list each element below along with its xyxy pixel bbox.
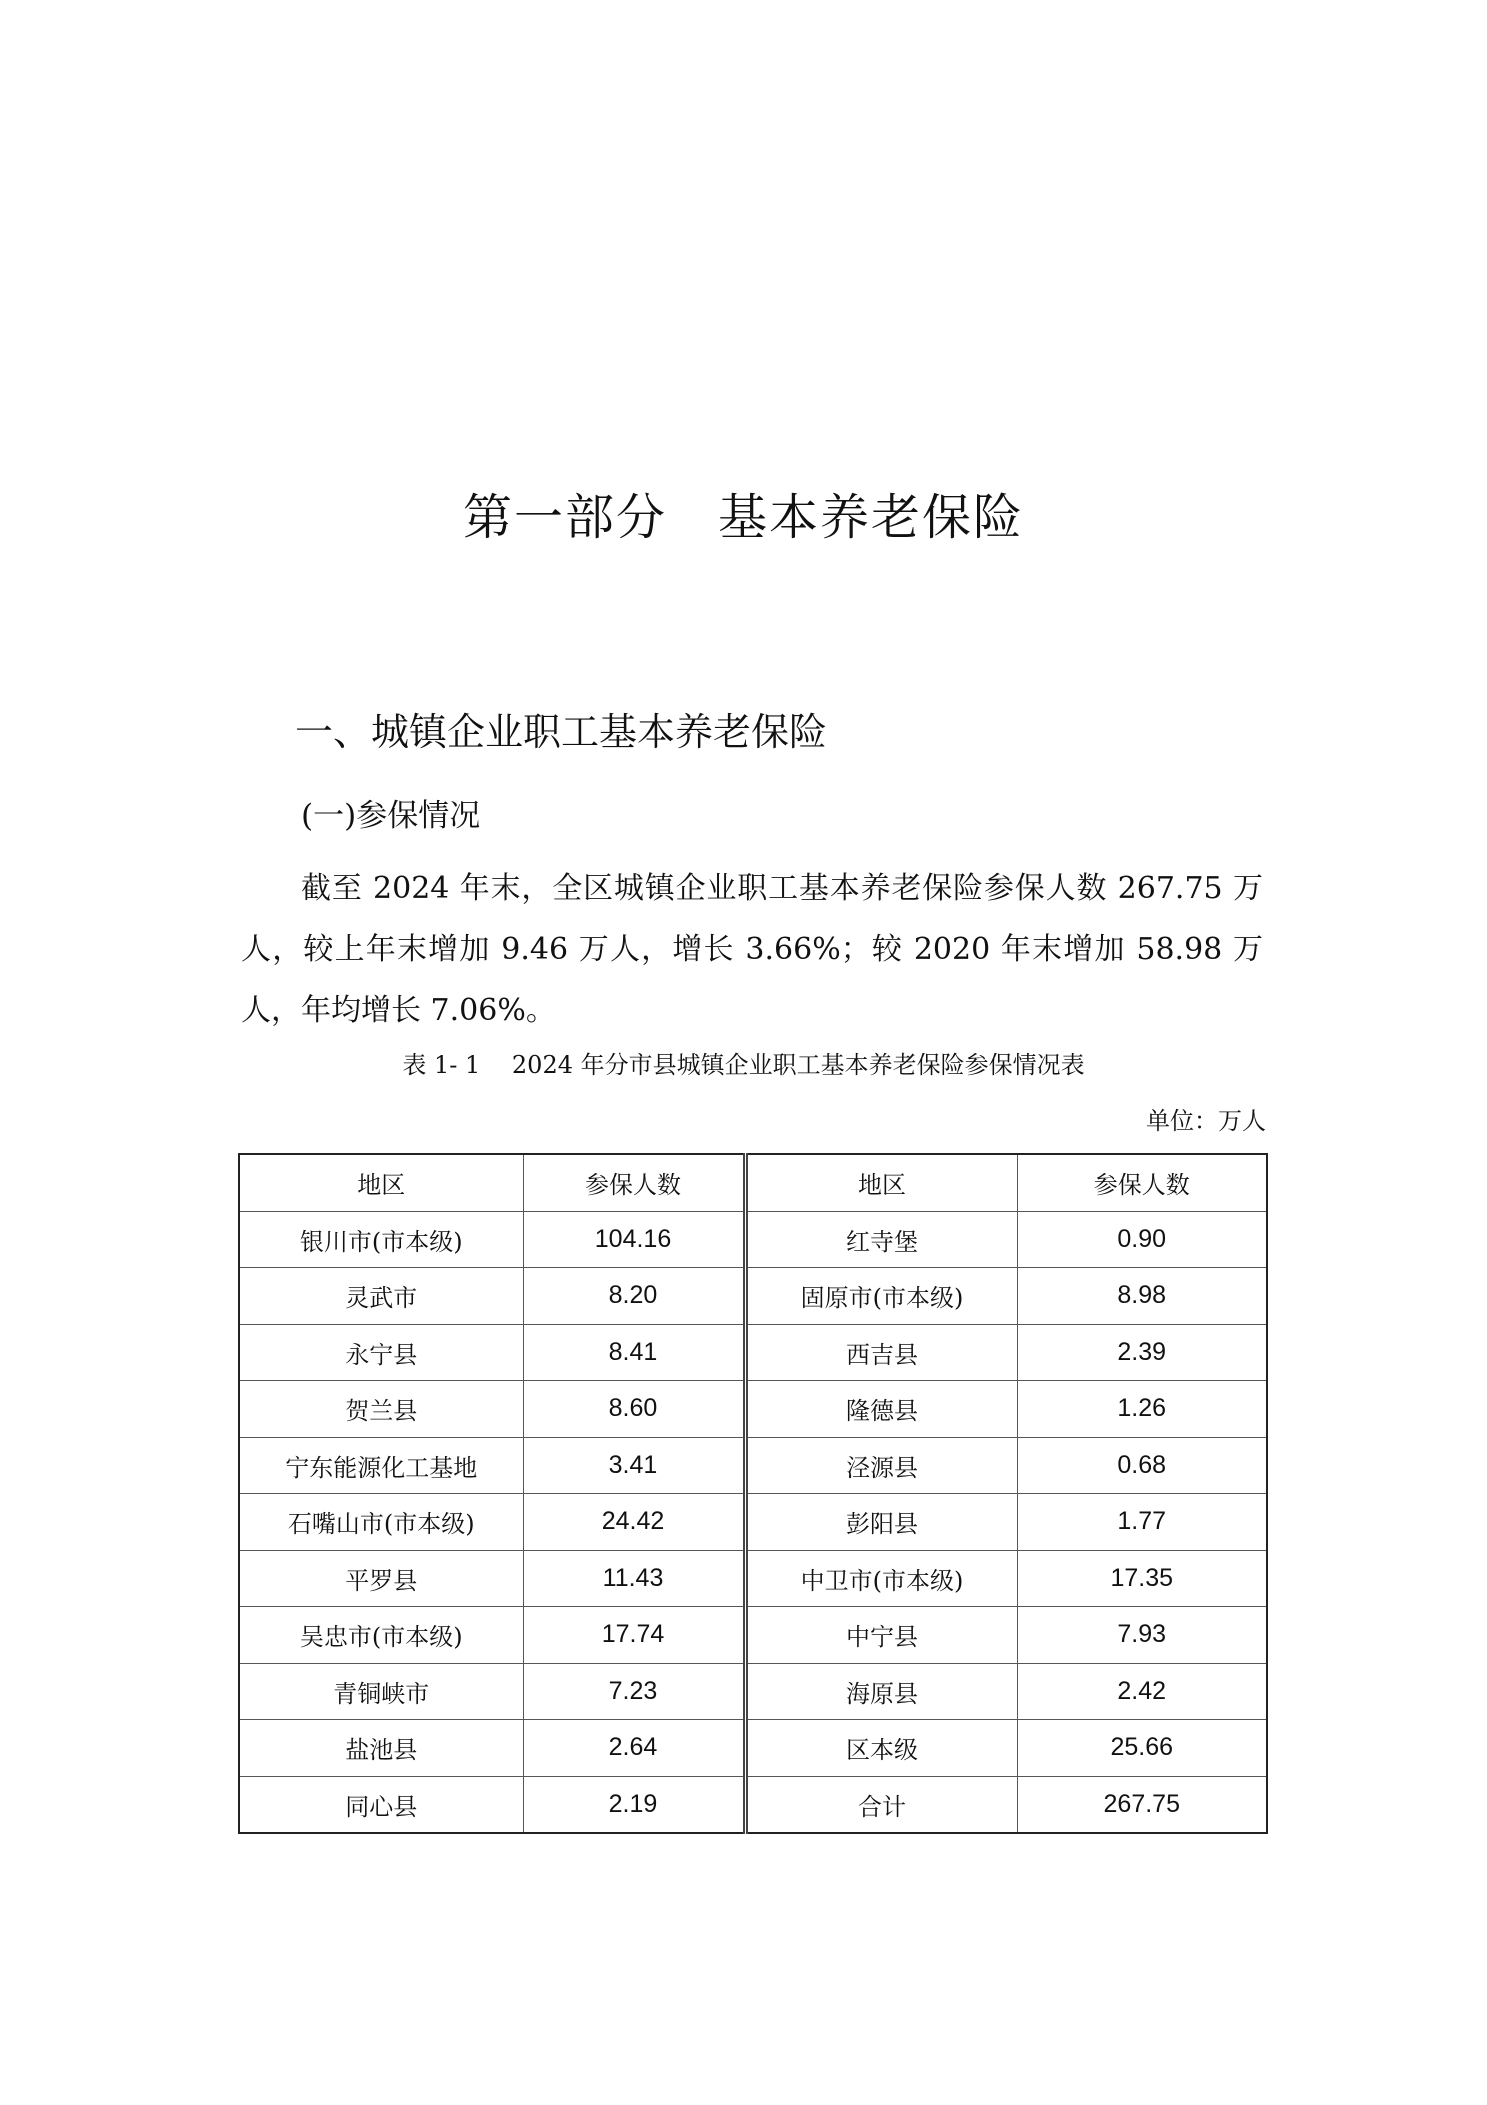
region-left-cell: 吴忠市(市本级) (239, 1607, 523, 1664)
region-right-cell: 泾源县 (745, 1437, 1017, 1494)
section-title: 一、城镇企业职工基本养老保险 (295, 710, 828, 754)
count-left-cell: 11.43 (523, 1550, 745, 1607)
region-left-cell: 青铜峡市 (239, 1663, 523, 1720)
subsection-title: (一)参保情况 (301, 798, 481, 834)
table-row (239, 1381, 1267, 1438)
summary-paragraph: 截至 2024 年末，全区城镇企业职工基本养老保险参保人数 267.75 万人，较上年末增加 9.46 万人，增长 3.66%；较 2020 年末增加 58.98 万人，年均增长 7.06%。 (241, 871, 1263, 1028)
table-body (239, 1211, 1267, 1833)
region-left-cell: 同心县 (239, 1776, 523, 1833)
region-left-cell: 银川市(市本级) (239, 1211, 523, 1268)
count-right-cell: 267.75 (1017, 1776, 1267, 1833)
count-left-cell: 24.42 (523, 1494, 745, 1551)
region-right-cell: 海原县 (745, 1663, 1017, 1720)
region-left-cell: 灵武市 (239, 1268, 523, 1325)
count-right-cell: 2.42 (1017, 1663, 1267, 1720)
count-left-cell: 7.23 (523, 1663, 745, 1720)
count-right-cell: 8.98 (1017, 1268, 1267, 1325)
region-left-cell: 贺兰县 (239, 1381, 523, 1438)
table-row (239, 1211, 1267, 1268)
count-right-cell: 0.68 (1017, 1437, 1267, 1494)
table-row (239, 1607, 1267, 1664)
region-right-cell: 合计 (745, 1776, 1017, 1833)
table-header-row (239, 1154, 1267, 1211)
header-count-right: 参保人数 (1017, 1154, 1267, 1211)
count-left-cell: 3.41 (523, 1437, 745, 1494)
table-row (239, 1437, 1267, 1494)
count-left-cell: 8.41 (523, 1324, 745, 1381)
region-right-cell: 区本级 (745, 1720, 1017, 1777)
table-row (239, 1663, 1267, 1720)
region-left-cell: 盐池县 (239, 1720, 523, 1777)
table-row (239, 1720, 1267, 1777)
count-right-cell: 0.90 (1017, 1211, 1267, 1268)
count-right-cell: 1.77 (1017, 1494, 1267, 1551)
region-right-cell: 隆德县 (745, 1381, 1017, 1438)
count-left-cell: 17.74 (523, 1607, 745, 1664)
table-row (239, 1494, 1267, 1551)
part-title: 第一部分 基本养老保险 (462, 489, 1024, 546)
count-left-cell: 8.60 (523, 1381, 745, 1438)
count-right-cell: 25.66 (1017, 1720, 1267, 1777)
count-left-cell: 104.16 (523, 1211, 745, 1268)
region-left-cell: 石嘴山市(市本级) (239, 1494, 523, 1551)
count-left-cell: 2.64 (523, 1720, 745, 1777)
count-right-cell: 2.39 (1017, 1324, 1267, 1381)
header-count-left: 参保人数 (523, 1154, 745, 1211)
region-left-cell: 永宁县 (239, 1324, 523, 1381)
header-region-right: 地区 (745, 1154, 1017, 1211)
region-right-cell: 西吉县 (745, 1324, 1017, 1381)
region-left-cell: 平罗县 (239, 1550, 523, 1607)
region-right-cell: 彭阳县 (745, 1494, 1017, 1551)
table-row (239, 1268, 1267, 1325)
count-left-cell: 2.19 (523, 1776, 745, 1833)
region-right-cell: 中卫市(市本级) (745, 1550, 1017, 1607)
count-right-cell: 1.26 (1017, 1381, 1267, 1438)
region-right-cell: 固原市(市本级) (745, 1268, 1017, 1325)
table-caption: 表 1- 1 2024 年分市县城镇企业职工基本养老保险参保情况表 (402, 1051, 1085, 1079)
region-right-cell: 中宁县 (745, 1607, 1017, 1664)
region-left-cell: 宁东能源化工基地 (239, 1437, 523, 1494)
count-right-cell: 7.93 (1017, 1607, 1267, 1664)
enrollment-table (238, 1153, 1268, 1834)
table-row (239, 1776, 1267, 1833)
region-right-cell: 红寺堡 (745, 1211, 1017, 1268)
header-region-left: 地区 (239, 1154, 523, 1211)
count-right-cell: 17.35 (1017, 1550, 1267, 1607)
count-left-cell: 8.20 (523, 1268, 745, 1325)
unit-label: 单位：万人 (1146, 1107, 1266, 1135)
table-row (239, 1550, 1267, 1607)
table-row (239, 1324, 1267, 1381)
